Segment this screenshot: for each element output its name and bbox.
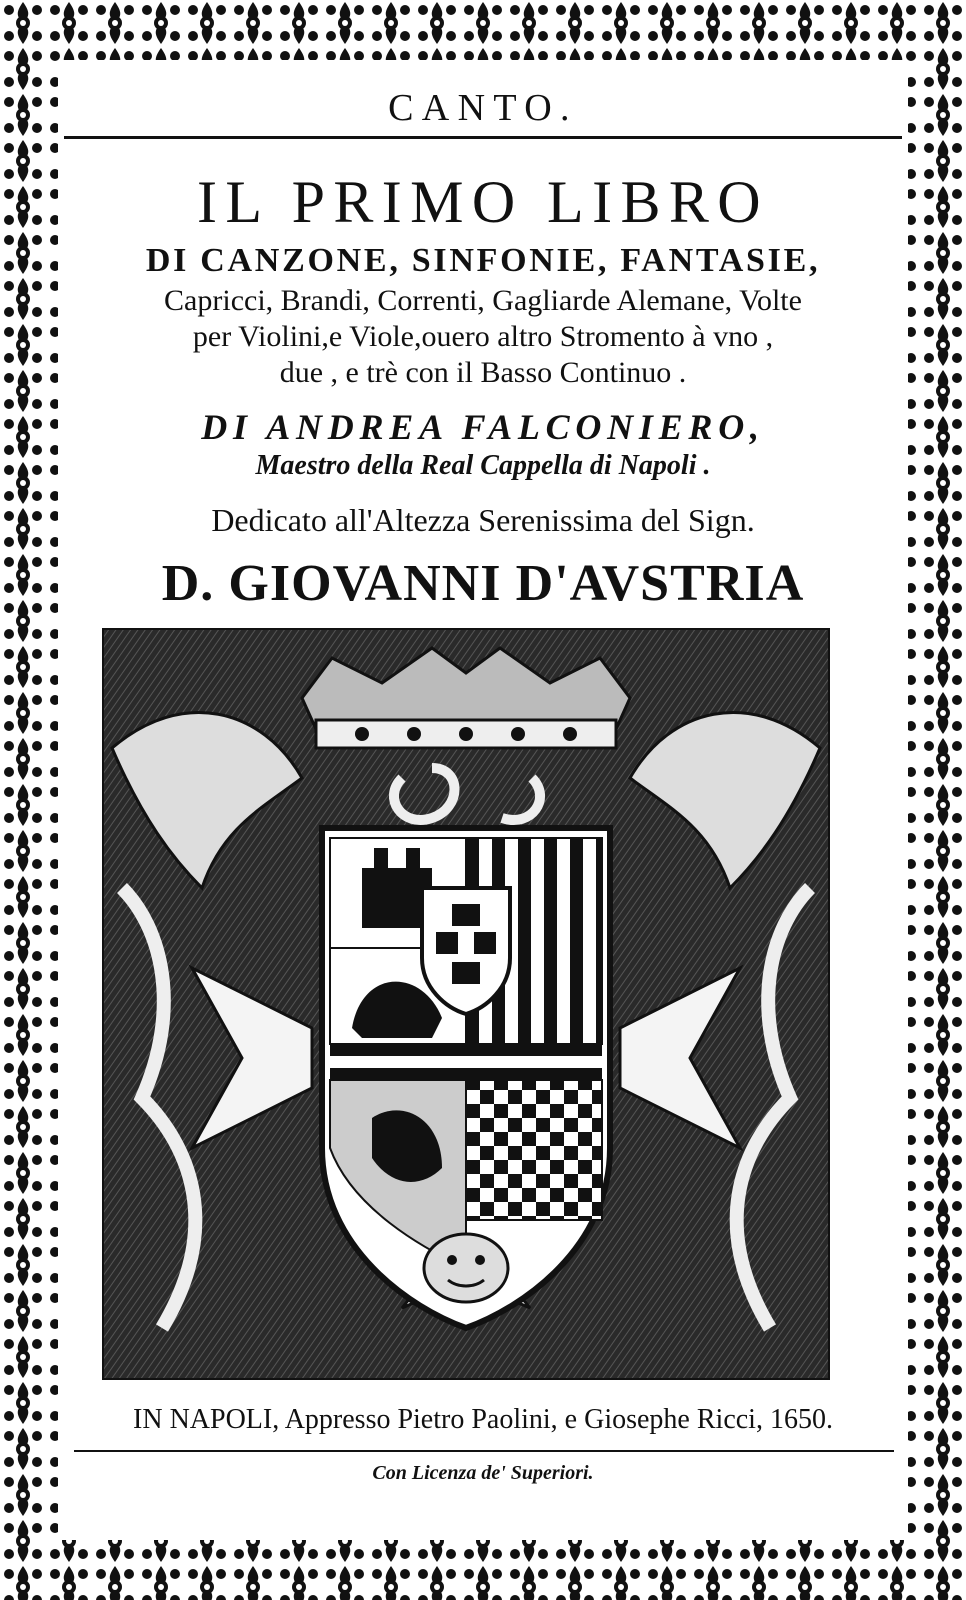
- imprint-line: IN NAPOLI, Appresso Pietro Paolini, e Giosephe Ricci, 1650.: [133, 1404, 833, 1435]
- dedicatee-name: D. GIOVANNI D'AVSTRIA: [161, 555, 805, 612]
- voice-part-label: CANTO.: [388, 87, 578, 129]
- subtitle-line-3: per Violini,e Viole,ouero altro Stromento à vno ,: [192, 320, 774, 353]
- book-title: IL PRIMO LIBRO: [196, 169, 770, 235]
- coat-of-arms-engraving: [102, 628, 830, 1380]
- author-title: Maestro della Real Cappella di Napoli .: [255, 450, 711, 481]
- dedication-line: Dedicato all'Altezza Serenissima del Sign.: [211, 502, 755, 538]
- subtitle-line-4: due , e trè con il Basso Continuo .: [279, 356, 687, 389]
- subtitle-line-1: DI CANZONE, SINFONIE, FANTASIE,: [145, 242, 821, 279]
- author-name: DI ANDREA FALCONIERO,: [201, 407, 765, 447]
- top-rule: [64, 136, 902, 139]
- bottom-rule: [74, 1450, 894, 1452]
- license-line: Con Licenza de' Superiori.: [372, 1462, 594, 1484]
- subtitle-line-2: Capricci, Brandi, Correnti, Gagliarde Alemane, Volte: [164, 284, 802, 317]
